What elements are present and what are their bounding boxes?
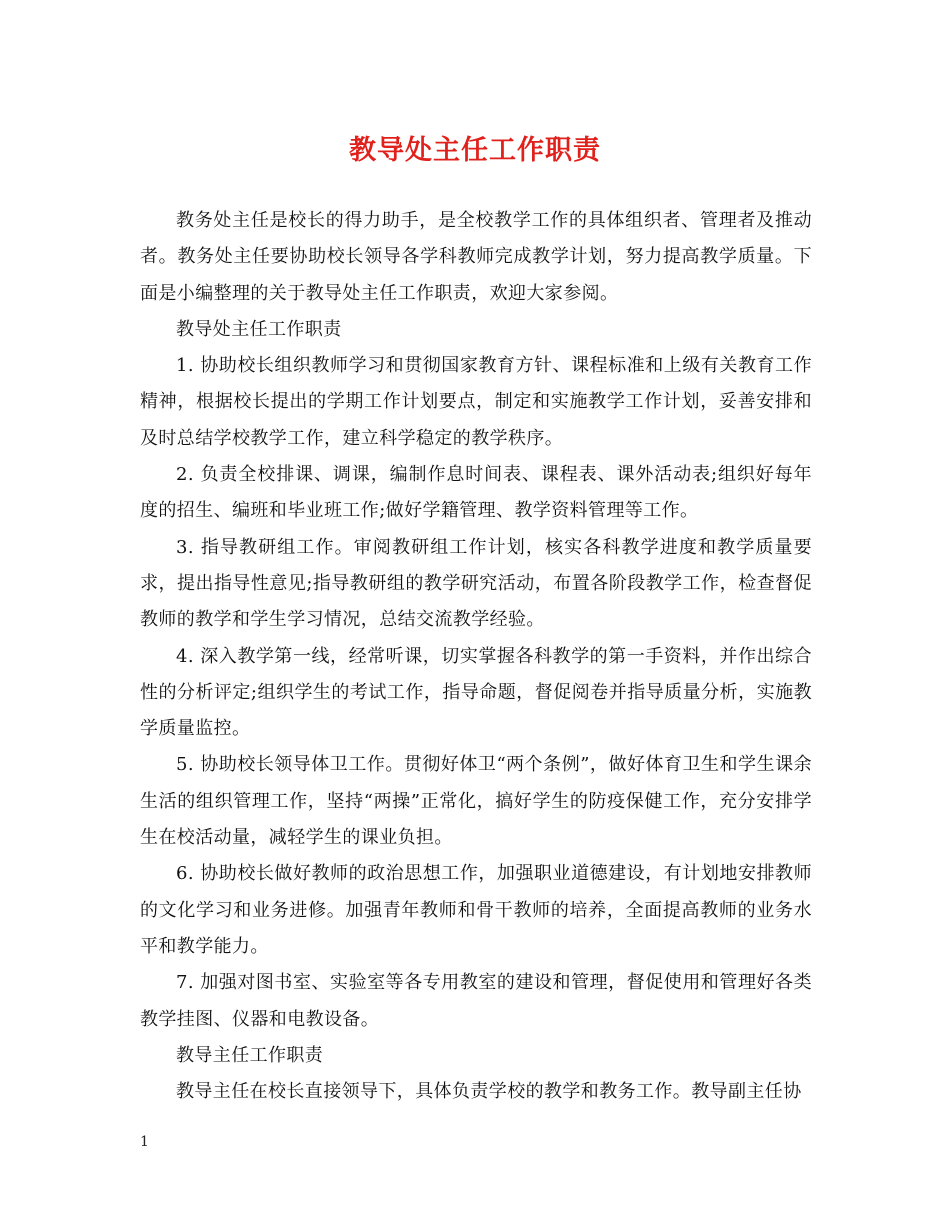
section-heading: 教导主任工作职责	[176, 1044, 324, 1066]
duty-item-1: 1. 协助校长组织教师学习和贯彻国家教育方针、课程标准和上级有关教育工作精神，根据校长提出的学期工作计划要点，制定和实施教学工作计划，妥善安排和及时总结学校教学工作，建立科学稳定的教学秩序。	[140, 355, 812, 449]
duty-item-5: 5. 协助校长领导体卫工作。贯彻好体卫“两个条例”，做好体育卫生和学生课余生活的组织管理工作，坚持“两操”正常化，搞好学生的防疫保健工作，充分安排学生在校活动量，减轻学生的课业负担。	[140, 754, 812, 849]
page-number: 1	[140, 1134, 149, 1150]
duty-item-7: 7. 加强对图书室、实验室等各专用教室的建设和管理，督促使用和管理好各类教学挂图、仪器和电教设备。	[140, 972, 812, 1030]
duty-item-3: 3. 指导教研组工作。审阅教研组工作计划，核实各科教学进度和教学质量要求，提出指导性意见;指导教研组的教学研究活动，布置各阶段教学工作，检查督促教师的教学和学生学习情况，总结交流教学经验。	[140, 536, 812, 631]
duty-item-6: 6. 协助校长做好教师的政治思想工作，加强职业道德建设，有计划地安排教师的文化学习和业务进修。加强青年教师和骨干教师的培养，全面提高教师的业务水平和教学能力。	[140, 863, 812, 957]
intro-paragraph: 教务处主任是校长的得力助手，是全校教学工作的具体组织者、管理者及推动者。教务处主任要协助校长领导各学科教师完成教学计划，努力提高教学质量。下面是小编整理的关于教导处主任工作职责，欢迎大家参阅。	[140, 210, 812, 304]
document-body	[140, 203, 812, 1110]
duty-item-4: 4. 深入教学第一线，经常听课，切实掌握各科教学的第一手资料，并作出综合性的分析评定;组织学生的考试工作，指导命题，督促阅卷并指导质量分析，实施教学质量监控。	[140, 645, 812, 740]
duty-item-2: 2. 负责全校排课、调课，编制作息时间表、课程表、课外活动表;组织好每年度的招生、编班和毕业班工作;做好学籍管理、教学资料管理等工作。	[140, 464, 812, 522]
body-paragraph: 教导主任在校长直接领导下，具体负责学校的教学和教务工作。教导副主任协	[176, 1081, 802, 1103]
document-title: 教导处主任工作职责	[349, 135, 601, 166]
section-heading: 教导处主任工作职责	[176, 318, 342, 340]
